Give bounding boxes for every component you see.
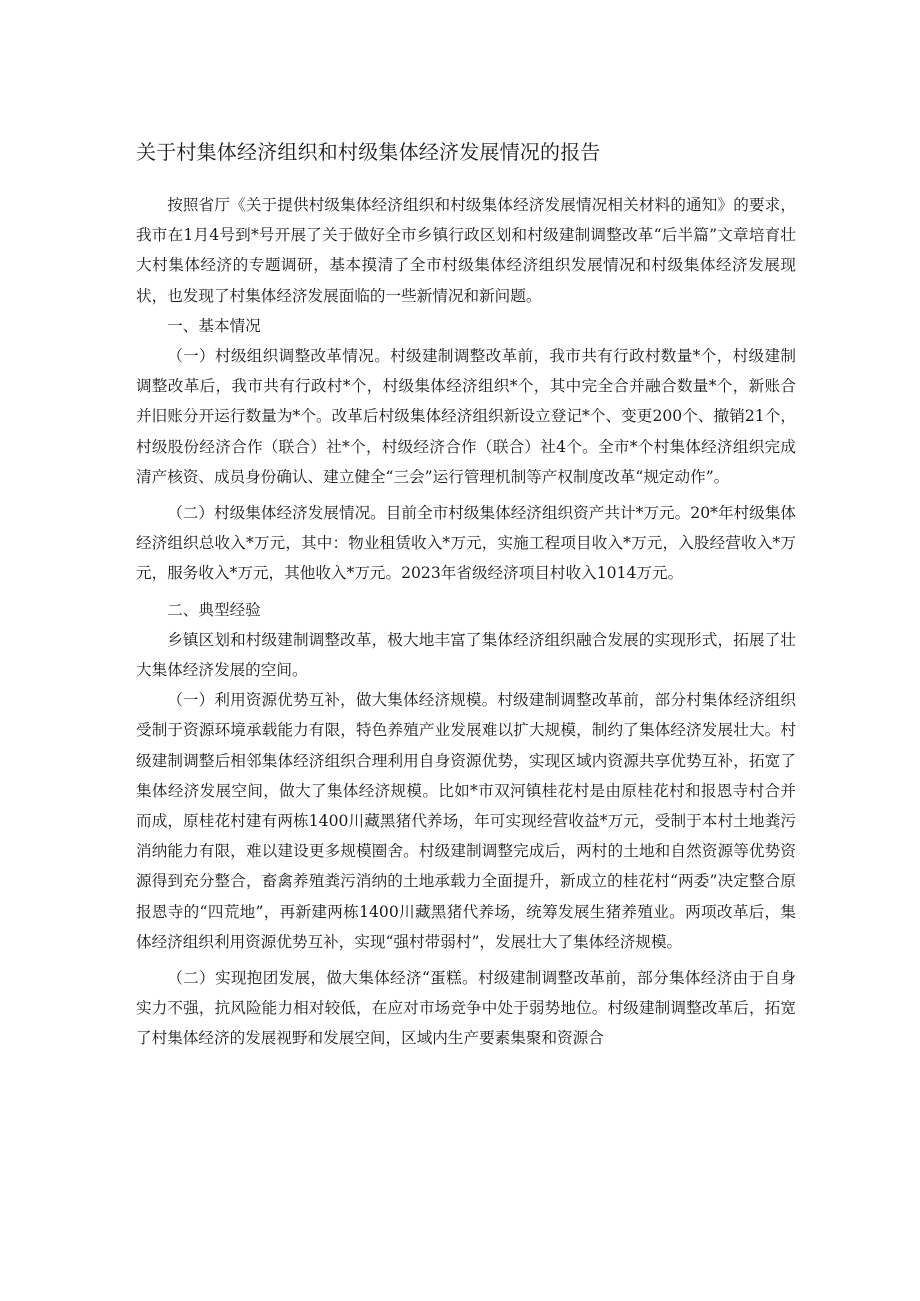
paragraph-resource-complement: （一）利用资源优势互补，做大集体经济规模。村级建制调整改革前，部分村集体经济组织受制于资源环境承载能力有限，特色养殖产业发展难以扩大规模，制约了集体经济发展壮大。村级建制调整后相邻集体经济组织合理利用自身资源优势，实现区域内资源共享优势互补，拓宽了集体经济发展空间，做大了集体经济规模。比如*市双河镇桂花村是由原桂花村和报恩寺村合并而成，原桂花村建有两栋1400川藏黑猪代养场，年可实现经营收益*万元，受制于本村土地粪污消纳能力有限，难以建设更多规模圈舍。村级建制调整完成后，两村的土地和自然资源等优势资源得到充分整合，畜禽养殖粪污消纳的土地承载力全面提升，新成立的桂花村“两委”决定整合原报恩寺的“四荒地”，再新建两栋1400川藏黑猪代养场，统筹发展生猪养殖业。两项改革后，集体经济组织利用资源优势互补，实现“强村带弱村”，发展壮大了集体经济规模。 [136,691,796,951]
section-heading-basic: 一、基本情况 [167,316,261,335]
paragraph-org-reform: （一）村级组织调整改革情况。村级建制调整改革前，我市共有行政村数量*个，村级建制调整改革后，我市共有行政村*个，村级集体经济组织*个，其中完全合并融合数量*个，新账合并旧账分开运行数量为*个。改革后村级集体经济组织新设立登记*个、变更200个、撤销21个，村级股份经济合作（联合）社*个，村级经济合作（联合）社4个。全市*个村集体经济组织完成清产核资、成员身份确认、建立健全“三会”运行管理机制等产权制度改革“规定动作”。 [136,347,796,486]
paragraph-economy-status: （二）村级集体经济发展情况。目前全市村级集体经济组织资产共计*万元。20*年村级集体经济组织总收入*万元，其中：物业租赁收入*万元，实施工程项目收入*万元，入股经营收入*万元，服务收入*万元，其他收入*万元。2023年省级经济项目村收入1014万元。 [136,504,796,583]
intro-paragraph: 按照省厅《关于提供村级集体经济组织和村级集体经济发展情况相关材料的通知》的要求，我市在1月4号到*号开展了关于做好全市乡镇行政区划和村级建制调整改革“后半篇”文章培育壮大村集体经济的专题调研，基本摸清了全市村级集体经济组织发展情况和村级集体经济发展现状，也发现了村集体经济发展面临的一些新情况和新问题。 [136,196,796,305]
document-title: 关于村集体经济组织和村级集体经济发展情况的报告 [136,140,601,164]
paragraph-joint-development: （二）实现抱团发展，做大集体经济“蛋糕。村级建制调整改革前，部分集体经济由于自身实力不强，抗风险能力相对较低，在应对市场竞争中处于弱势地位。村级建制调整改革后，拓宽了村集体经济的发展视野和发展空间，区域内生产要素集聚和资源合 [136,969,796,1048]
paragraph-experience-intro: 乡镇区划和村级建制调整改革，极大地丰富了集体经济组织融合发展的实现形式，拓展了壮大集体经济发展的空间。 [136,630,796,680]
section-heading-experience: 二、典型经验 [167,600,261,619]
document-body [136,190,796,1054]
